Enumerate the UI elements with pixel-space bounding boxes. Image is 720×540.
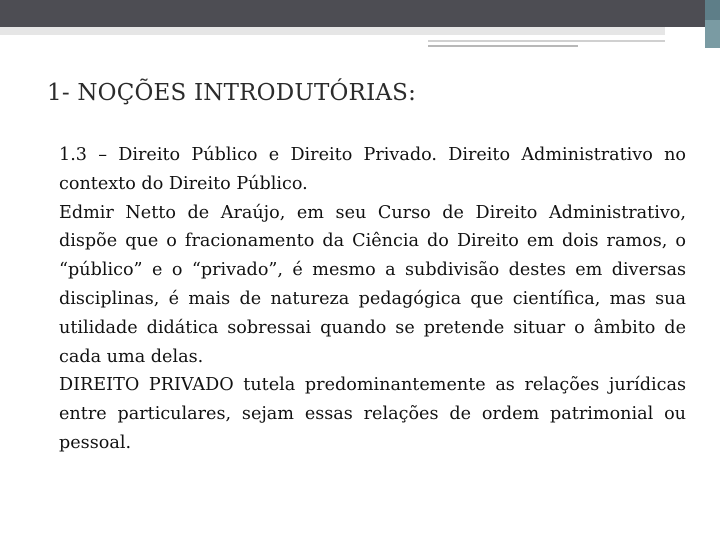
accent-bar-top: [705, 0, 720, 20]
paragraph-direito-privado: DIREITO PRIVADO tutela predominantemente as relações jurídicas entre particulares, sejam essas relações de ordem patrimonial ou pessoal.: [59, 375, 686, 453]
paragraph-edmir: Edmir Netto de Araújo, em seu Curso de Direito Administrativo, dispõe que o fracionamento da Ciência do Direito em dois ramos, o “público” e o “privado”, é mesmo a subdivisão destes em diversas disciplinas, é mais de natureza pedagógica que científica, mas sua utilidade didática sobressai quando se pretende situar o âmbito de cada uma delas.: [59, 202, 686, 367]
paragraph-heading: 1.3 – Direito Público e Direito Privado. Direito Administrativo no contexto do Direito Público.: [59, 145, 686, 194]
slide-body: [59, 141, 686, 458]
top-dark-band: [0, 0, 705, 27]
slide-title: 1- NOÇÕES INTRODUTÓRIAS:: [47, 80, 417, 106]
top-light-band: [0, 27, 665, 35]
decorative-short-line: [428, 45, 578, 47]
decorative-line: [428, 40, 665, 42]
